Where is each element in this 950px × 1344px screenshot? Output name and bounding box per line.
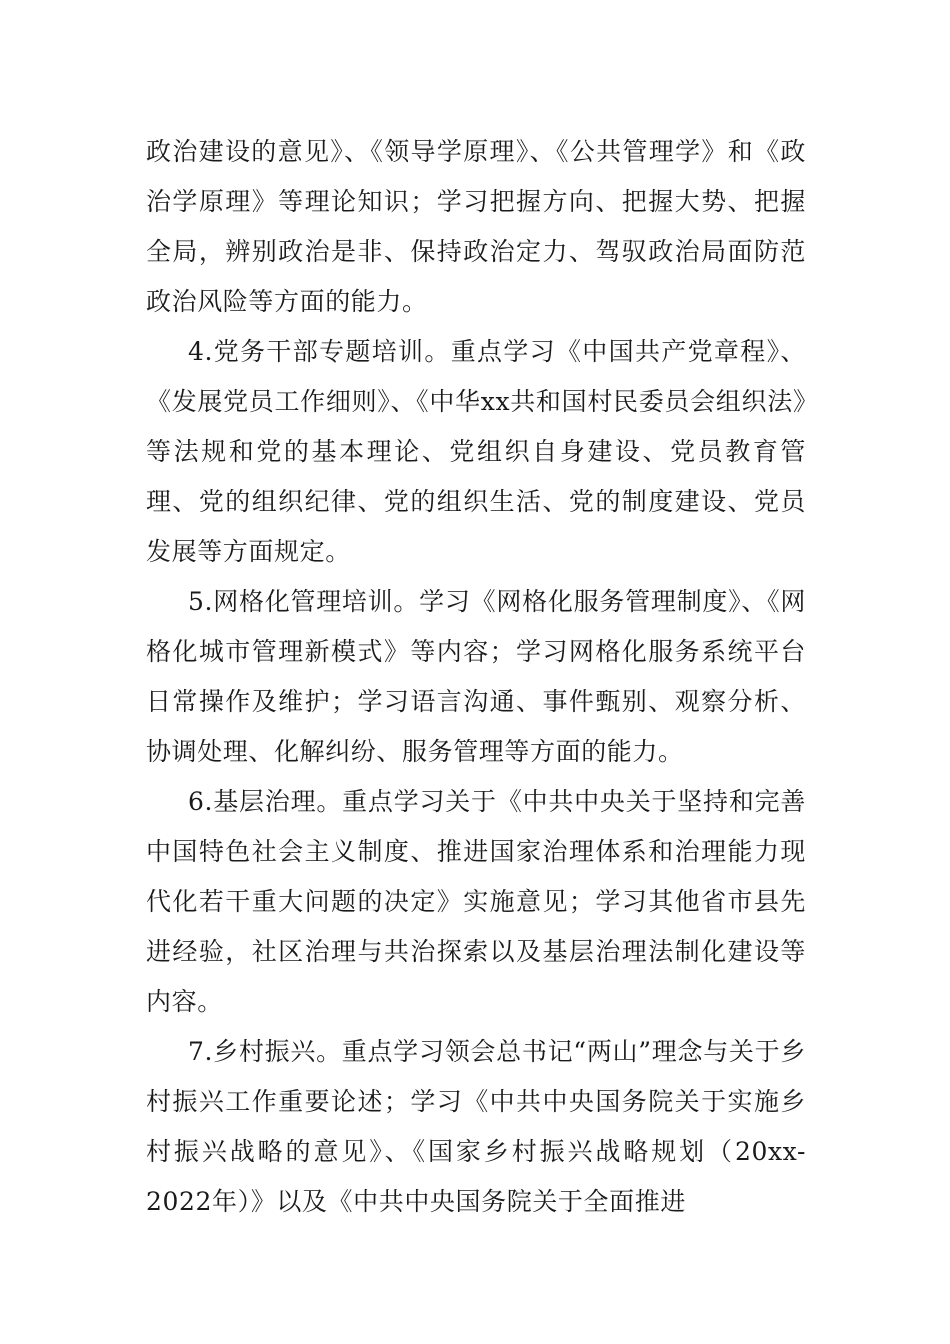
paragraph-item-5: 5.网格化管理培训。学习《网格化服务管理制度》、《网格化城市管理新模式》等内容；学习网格化服务系统平台日常操作及维护；学习语言沟通、事件甄别、观察分析、协调处理、化解纠纷、服务管理等方面的能力。: [146, 587, 806, 766]
paragraph-item-4: 4.党务干部专题培训。重点学习《中国共产党章程》、《发展党员工作细则》、《中华xx共和国村民委员会组织法》等法规和党的基本理论、党组织自身建设、党员教育管理、党的组织纪律、党的组织生活、党的制度建设、党员发展等方面规定。: [146, 337, 806, 566]
paragraph-item-7: 7.乡村振兴。重点学习领会总书记“两山”理念与关于乡村振兴工作重要论述；学习《中共中央国务院关于实施乡村振兴战略的意见》、《国家乡村振兴战略规划（20xx-2022年）》以及《中共中央国务院关于全面推进: [146, 1037, 806, 1216]
paragraph-continuation: 政治建设的意见》、《领导学原理》、《公共管理学》和《政治学原理》等理论知识；学习把握方向、把握大势、把握全局，辨别政治是非、保持政治定力、驾驭政治局面防范政治风险等方面的能力。: [146, 137, 806, 316]
paragraph-item-6: 6.基层治理。重点学习关于《中共中央关于坚持和完善中国特色社会主义制度、推进国家治理体系和治理能力现代化若干重大问题的决定》实施意见；学习其他省市县先进经验，社区治理与共治探索以及基层治理法制化建设等内容。: [146, 787, 806, 1016]
document-body: [146, 127, 806, 1227]
